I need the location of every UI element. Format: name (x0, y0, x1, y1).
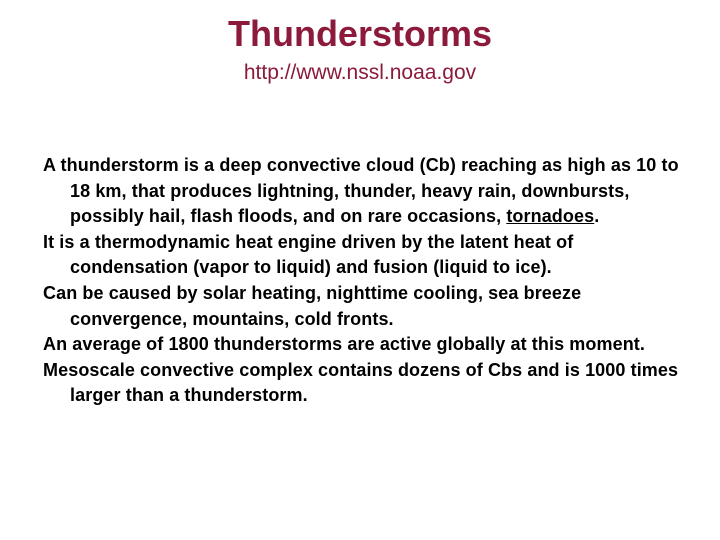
tornadoes-link: tornadoes (506, 206, 595, 227)
slide-subtitle-url: http://www.nssl.noaa.gov (243, 61, 477, 84)
paragraph-text-end: . (594, 206, 600, 227)
paragraph-text: A thunderstorm is a deep convective cloud (Cb) reaching as high as 10 to 18 km, that produces lightning, thunder, heavy rain, downbursts, possibly hail, flash floods, and on rare occasions, (43, 155, 679, 227)
paragraph-global-average (43, 332, 683, 358)
paragraph-text: Can be caused by solar heating, nighttime cooling, sea breeze convergence, mountains, cold fronts. (43, 282, 582, 329)
paragraph-definition (43, 153, 683, 230)
slide-body (43, 153, 683, 409)
paragraph-mesoscale (43, 358, 683, 409)
slide-title: Thunderstorms (227, 13, 493, 54)
paragraph-causes (43, 281, 683, 332)
paragraph-heat-engine (43, 230, 683, 281)
paragraph-text: An average of 1800 thunderstorms are active globally at this moment. (43, 334, 645, 355)
paragraph-text: It is a thermodynamic heat engine driven by the latent heat of condensation (vapor to liquid) and fusion (liquid to ice). (43, 231, 574, 278)
paragraph-text: Mesoscale convective complex contains dozens of Cbs and is 1000 times larger than a thunderstorm. (43, 359, 679, 406)
